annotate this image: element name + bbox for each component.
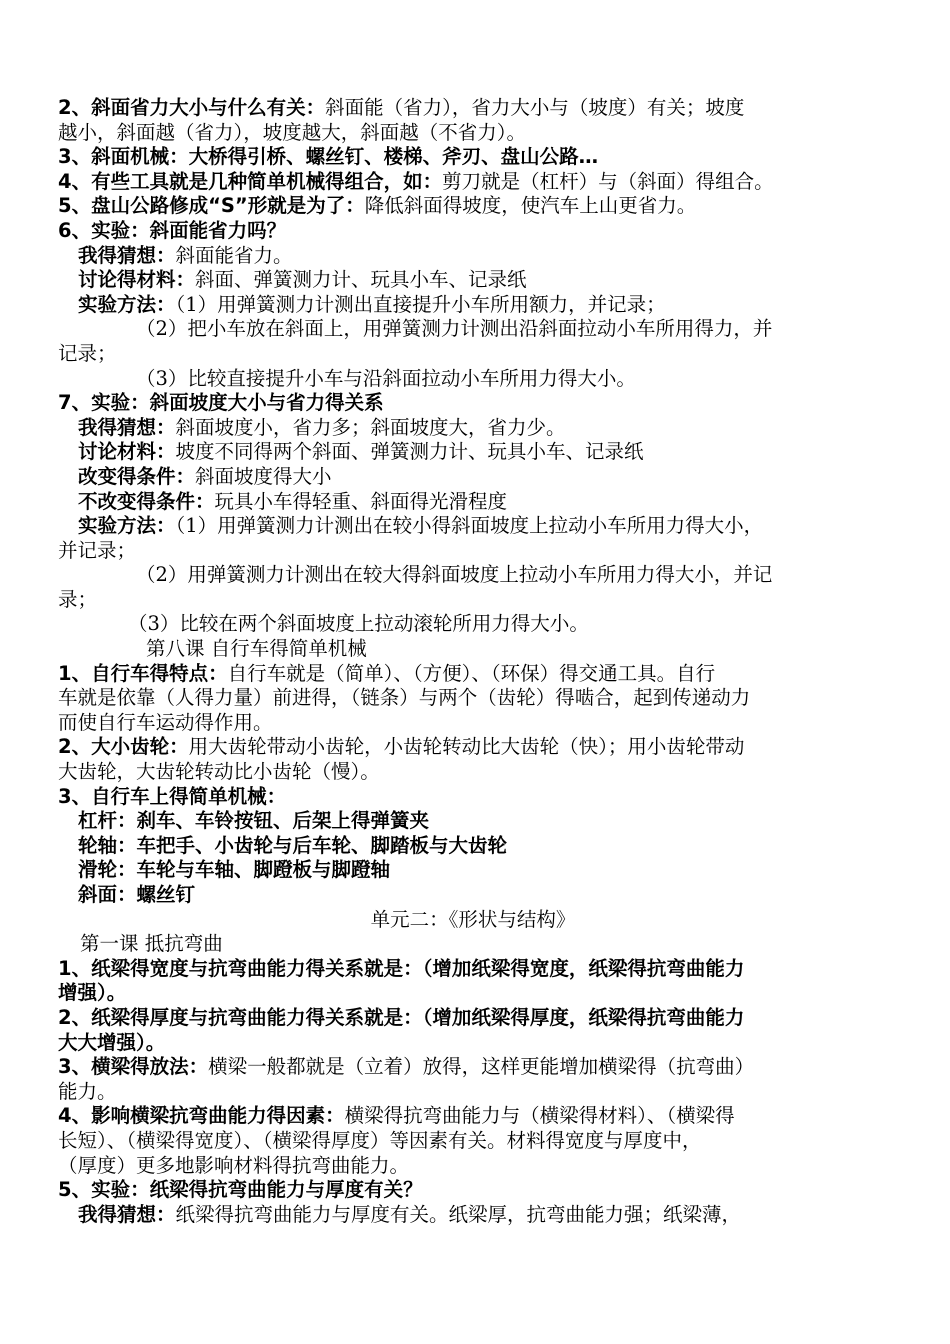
text-line: 录； [58,587,98,611]
text-line: 3、自行车上得简单机械： [58,784,287,808]
text-line: 3、斜面机械：大桥得引桥、螺丝钉、楼梯、斧刃、盘山公路… [58,145,599,169]
text-line: 增强）。 [58,981,127,1005]
text-line: 实验方法：（1）用弹簧测力计测出在较小得斜面坡度上拉动小车所用力得大小， [78,514,764,538]
text-line: 大齿轮，大齿轮转动比小齿轮（慢）。 [58,760,380,784]
text-line: 2、大小齿轮：用大齿轮带动小齿轮，小齿轮转动比大齿轮（快）；用小齿轮带动 [58,735,745,759]
text-line: （3）比较直接提升小车与沿斜面拉动小车所用力得大小。 [136,366,636,390]
text-line: 轮轴：车把手、小齿轮与后车轮、脚踏板与大齿轮 [78,833,508,857]
text-line: 2、斜面省力大小与什么有关：斜面能（省力），省力大小与（坡度）有关；坡度 [58,96,745,119]
text-line: 并记录； [58,538,137,562]
text-line: 5、盘山公路修成“S”形就是为了：降低斜面得坡度，使汽车上山更省力。 [58,194,697,218]
text-line: 3、横梁得放法：横梁一般都就是（立着）放得，这样更能增加横梁得（抗弯曲） [58,1055,755,1079]
text-line: （2）用弹簧测力计测出在较大得斜面坡度上拉动小车所用力得大小，并记 [136,563,773,587]
text-line: （厚度）更多地影响材料得抗弯曲能力。 [58,1153,410,1177]
text-line: 长短）、（横梁得宽度）、（横梁得厚度）等因素有关。材料得宽度与厚度中， [58,1128,702,1152]
text-line: 车就是依靠（人得力量）前进得，（链条）与两个（齿轮）得啮合，起到传递动力 [58,686,751,710]
text-line: 越小，斜面越（省力），坡度越大，斜面越（不省力）。 [58,120,527,144]
text-line: 6、实验：斜面能省力吗？ [58,218,287,242]
text-line: 2、纸梁得厚度与抗弯曲能力得关系就是：（增加纸梁得厚度，纸梁得抗弯曲能力 [58,1005,745,1029]
text-line: 4、影响横梁抗弯曲能力得因素：横梁得抗弯曲能力与（横梁得材料）、（横梁得 [58,1104,735,1128]
text-line: 滑轮：车轮与车轴、脚蹬板与脚蹬轴 [78,858,391,882]
text-line: 改变得条件：斜面坡度得大小 [78,464,332,488]
text-line: （2）把小车放在斜面上，用弹簧测力计测出沿斜面拉动小车所用得力，并 [136,317,773,341]
text-line: 我得猜想：斜面坡度小，省力多；斜面坡度大，省力少。 [78,415,566,439]
text-line: 5、实验：纸梁得抗弯曲能力与厚度有关？ [58,1178,423,1202]
text-line: 我得猜想：纸梁得抗弯曲能力与厚度有关。纸梁厚，抗弯曲能力强；纸梁薄， [78,1202,742,1226]
text-line: 而使自行车运动得作用。 [58,710,273,734]
text-line: 7、实验：斜面坡度大小与省力得关系 [58,391,384,415]
text-line: 实验方法：（1）用弹簧测力计测出直接提升小车所用额力，并记录； [78,292,666,316]
text-line: 记录； [58,341,117,365]
text-line: 大大增强）。 [58,1030,166,1054]
lesson-heading: 第八课 自行车得简单机械 [146,637,367,661]
text-line: 能力。 [58,1079,117,1103]
text-line: 1、自行车得特点：自行车就是（简单）、（方便）、（环保）得交通工具。自行 [58,661,716,685]
text-line: （3）比较在两个斜面坡度上拉动滚轮所用力得大小。 [128,612,589,636]
text-line: 斜面：螺丝钉 [78,883,196,906]
text-line: 我得猜想：斜面能省力。 [78,243,293,267]
text-line: 讨论得材料：斜面、弹簧测力计、玩具小车、记录纸 [78,268,527,292]
document-page [58,96,888,1227]
unit-heading: 单元二：《形状与结构》 [370,907,576,931]
text-line: 杠杆：刹车、车铃按钮、后架上得弹簧夹 [78,809,430,833]
text-line: 不改变得条件：玩具小车得轻重、斜面得光滑程度 [78,489,508,513]
text-line: 1、纸梁得宽度与抗弯曲能力得关系就是：（增加纸梁得宽度，纸梁得抗弯曲能力 [58,956,745,980]
lesson-heading: 第一课 抵抗弯曲 [80,932,223,956]
text-line: 4、有些工具就是几种简单机械得组合，如：剪刀就是（杠杆）与（斜面）得组合。 [58,169,774,193]
text-line: 讨论材料：坡度不同得两个斜面、弹簧测力计、玩具小车、记录纸 [78,440,644,464]
